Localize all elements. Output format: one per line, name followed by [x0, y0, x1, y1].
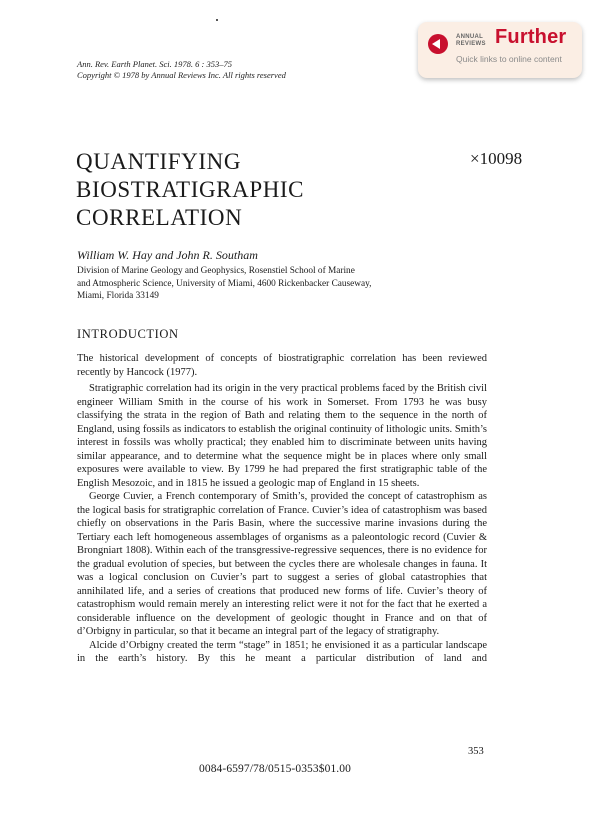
annual-reviews-logo-icon: [428, 34, 448, 54]
article-code: 0084-6597/78/0515-0353$01.00: [199, 763, 351, 775]
paragraph: Alcide d’Orbigny created the term “stage” in 1851; he envisioned it as a particular landscape in the earth’s history. By this he meant a particular distribution of land and: [77, 639, 487, 664]
affiliation-line: Division of Marine Geology and Geophysics, Rosenstiel School of Marine: [77, 266, 355, 276]
author-affiliation: [77, 265, 372, 303]
page-number: 353: [468, 746, 484, 757]
banner-tagline: Quick links to online content: [456, 54, 562, 64]
article-title: [76, 148, 304, 232]
banner-reviews-label: REVIEWS: [456, 41, 486, 47]
paragraph: Stratigraphic correlation had its origin in the very practical problems faced by the British civil engineer William Smith in the course of his work in Somerset. From 1793 he was busy classifying the strata in the region of Bath and relating them to the sequence in the north of England, using fossils as indicators to establish the original continuity of lithologic units. Smith’s interest in fossils was wholly practical; they enabled him to discriminate between units having similar appearance, and to determine what the sequence might be in places where only small exposures were available to view. By 1799 he had prepared the first stratigraphic table of the English Mesozoic, and in 1815 he issued a geologic map of England in 15 sheets.: [77, 383, 487, 489]
affiliation-line: and Atmospheric Science, University of Miami, 4600 Rickenbacker Causeway,: [77, 278, 372, 289]
copyright-line: Copyright © 1978 by Annual Reviews Inc. All rights reserved: [77, 70, 286, 80]
banner-further-label: Further: [495, 26, 567, 48]
banner-annual-label: ANNUAL: [456, 34, 484, 40]
affiliation-line: Miami, Florida 33149: [77, 291, 159, 301]
document-number: ×10098: [470, 149, 523, 168]
further-banner[interactable]: [418, 22, 582, 78]
article-authors: William W. Hay and John R. Southam: [77, 248, 258, 262]
title-line: BIOSTRATIGRAPHIC: [76, 177, 305, 202]
article-body: [77, 352, 487, 666]
paragraph: The historical development of concepts of biostratigraphic correlation has been reviewed recently by Hancock (1977).: [77, 353, 487, 378]
title-line: CORRELATION: [76, 205, 243, 230]
paragraph: George Cuvier, a French contemporary of Smith’s, provided the concept of catastrophism as the logical basis for stratigraphic correlation of France. Cuvier’s idea of catastrophism was based chiefly on observations in the Paris Basin, where the successive marine invasions during the Tertiary each left homogeneous assemblages of organisms as a paleontologic record (Cuvier & Brongniart 1808). Within each of the transgressive-regressive sequences, there is no evidence for the gradual evolution of species, but between the cycles there are wholesale changes in fauna. It was a logical conclusion on Cuvier’s part to suggest a series of global catastrophies that annihilated life, and a series of creations that produced new forms of life. Cuvier’s theory of catastrophism would remain merely an interesting relict were it not for the fact that he exerted a considerable influence on the development of geologic thought in France and on that of d’Orbigny in particular, so that it became an integral part of the legacy of stratigraphy.: [77, 491, 487, 637]
title-line: QUANTIFYING: [76, 149, 242, 174]
printer-mark: [216, 19, 218, 21]
journal-citation: Ann. Rev. Earth Planet. Sci. 1978. 6 : 353–75: [77, 59, 232, 69]
section-heading: INTRODUCTION: [77, 327, 179, 341]
